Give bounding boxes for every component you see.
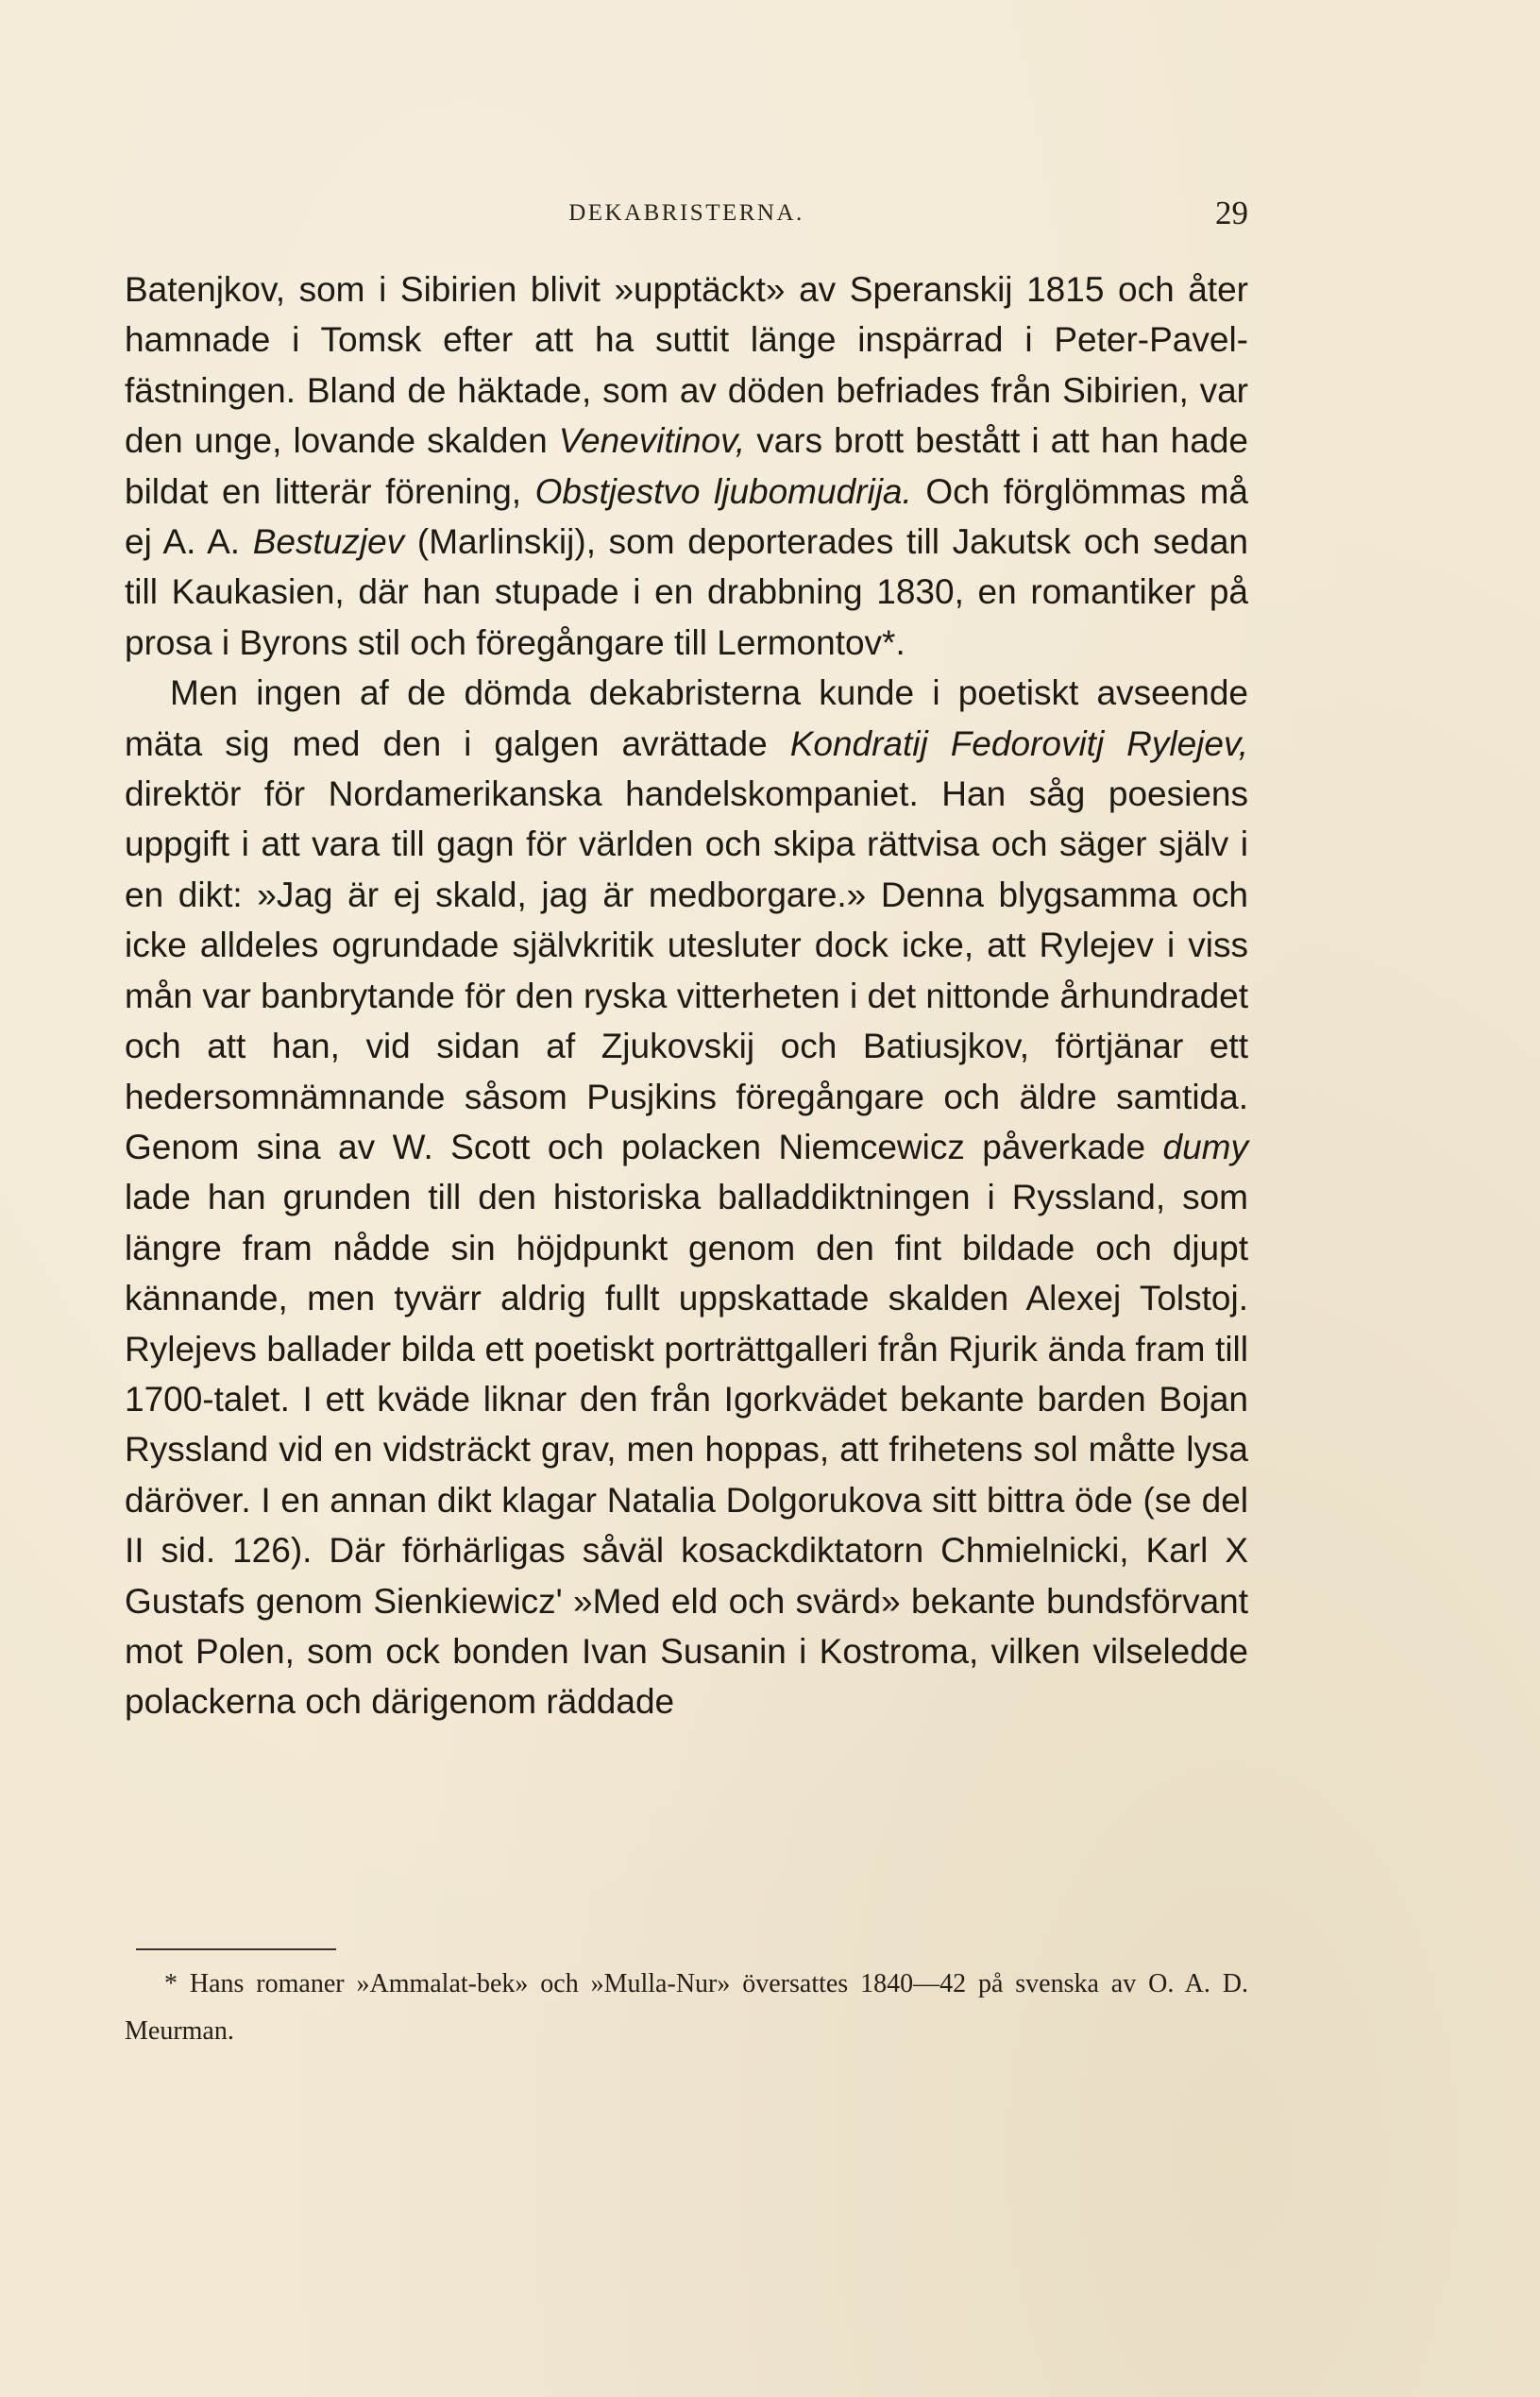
footnote-divider xyxy=(136,1948,336,1950)
footnote xyxy=(125,1961,1248,2055)
paragraph-1-text-4: (Marlinskij), som deporterades till Jakutsk och sedan till Kaukasien, där han stupade i en drabbning 1830, en romantiker på prosa i Byrons stil och föregångare till Lermontov*. xyxy=(125,522,1248,662)
footnote-text: * Hans romaner »Ammalat-bek» och »Mulla-Nur» översattes 1840—42 på svenska av O. A. D. Meurman. xyxy=(125,1969,1248,2046)
paragraph-1-italic-bestuzjev: Bestuzjev xyxy=(252,522,405,562)
running-title: DEKABRISTERNA. xyxy=(568,200,804,226)
paragraph-1-italic-venevitinov: Venevitinov, xyxy=(558,421,746,461)
paragraph-1-italic-society-name: Obstjestvo ljubomudrija. xyxy=(534,471,912,511)
paragraph-1 xyxy=(125,264,1248,668)
paragraph-2-italic-rylejev: Kondratij Fedorovitj Rylejev, xyxy=(789,723,1248,763)
page-number: 29 xyxy=(1215,195,1248,231)
paragraph-1-text-3: Och förglömmas må ej A. A. xyxy=(125,471,1249,562)
paragraph-1-text-2: vars brott bestått i att han hade bildat en litterär förening, xyxy=(125,421,1248,511)
paragraph-2-italic-dumy: dumy xyxy=(1162,1127,1248,1166)
main-text xyxy=(125,264,1248,1727)
paragraph-2-text-2: direktör för Nordamerikanska handelskompaniet. Han såg poesiens uppgift i att vara till gagn för världen och skipa rättvisa och säger själv i en dikt: »Jag är ej skald, jag är medborgare.» Denna blygsamma och icke alldeles ogrundade självkritik utesluter dock icke, att Rylejev i viss mån var banbrytande för den ryska vitterheten i det nittonde århundradet och att han, vid sidan af Zjukovskij och Batiusjkov, förtjänar ett hedersomnämnande såsom Pusjkins föregångare och äldre samtida. Genom sina av W. Scott och polacken Niemcewicz påverkade xyxy=(125,774,1248,1166)
paragraph-2 xyxy=(125,668,1248,1727)
paragraph-2-text-1: Men ingen af de dömda dekabristerna kunde i poetiskt avseende mäta sig med den i galgen avrättade xyxy=(125,673,1248,763)
paragraph-2-text-3: lade han grunden till den historiska balladdiktningen i Ryssland, som längre fram nådde sin höjdpunkt genom den fint bildade och djupt kännande, men tyvärr aldrig fullt uppskattade skalden Alexej Tolstoj. Rylejevs ballader bilda ett poetiskt porträttgalleri från Rjurik ända fram till 1700-talet. I ett kväde liknar den från Igorkvädet bekante barden Bojan Ryssland vid en vidsträckt grav, men hoppas, att frihetens sol måtte lysa däröver. I en annan dikt klagar Natalia Dolgorukova sitt bittra öde (se del II sid. 126). Där förhärligas såväl kosackdiktatorn Chmielnicki, Karl X Gustafs genom Sienkiewicz' »Med eld och svärd» bekante bundsförvant mot Polen, som ock bonden Ivan Susanin i Kostroma, vilken vilseledde polackerna och därigenom räddade xyxy=(125,1178,1248,1722)
page-header xyxy=(125,195,1248,242)
paragraph-1-text-1: Batenjkov, som i Sibirien blivit »upptäckt» av Speranskij 1815 och åter hamnade i Tomsk efter att ha suttit länge inspärrad i Peter-Pavel-fästningen. Bland de häktade, som av döden befriades från Sibirien, var den unge, lovande skalden xyxy=(125,270,1248,461)
